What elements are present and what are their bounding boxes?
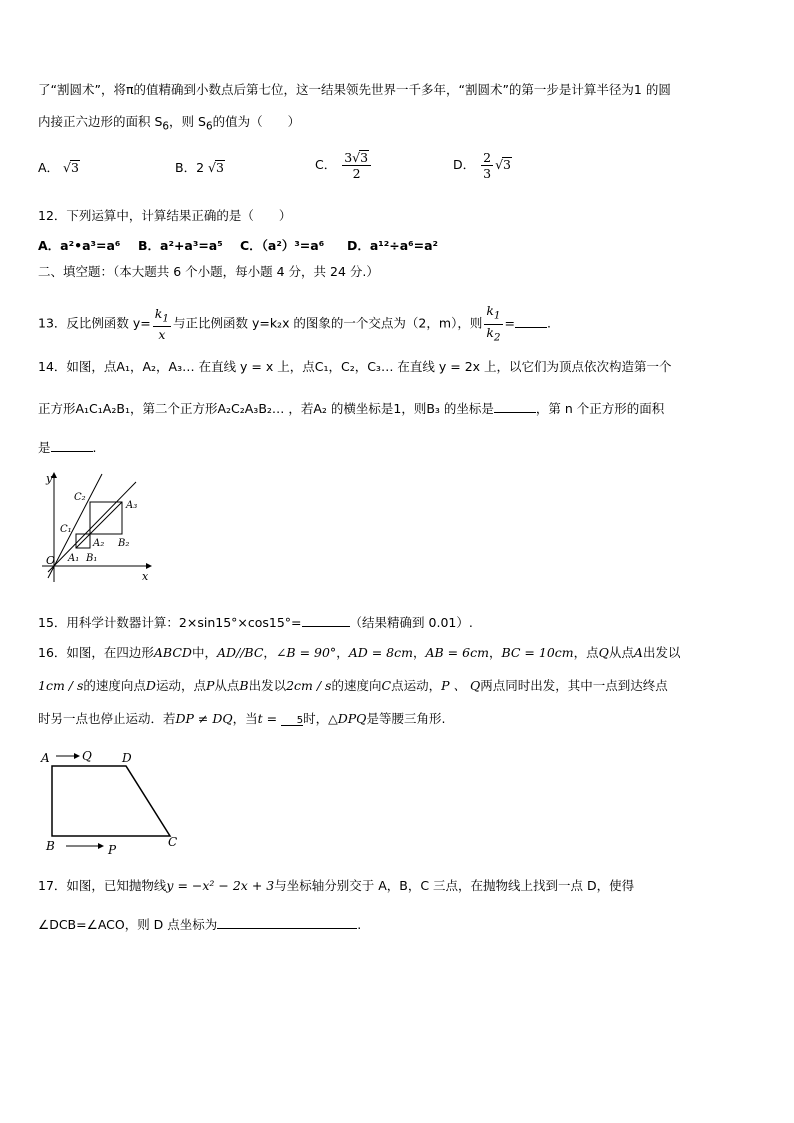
- q11-sub6-b: 6: [205, 120, 213, 133]
- q15-text-a: 15．用科学计数器计算：2×sin15°×cos15°=: [38, 615, 302, 630]
- q16-triangle: △DPQ: [328, 711, 367, 726]
- q16-line2: [38, 676, 756, 696]
- q16-text: 的速度向: [331, 678, 382, 693]
- q14-line2-text-b: ，第 n 个正方形的面积: [535, 401, 665, 416]
- q16-text: 出发以: [248, 678, 287, 693]
- q16-figure: [38, 746, 188, 858]
- q16-sep: ，: [488, 645, 502, 660]
- q16-sep: ，: [412, 645, 426, 660]
- arrow-q-head: [74, 753, 80, 759]
- arrow-p-head: [98, 843, 104, 849]
- q11-option-c-radicand: 3: [360, 150, 369, 165]
- q11-option-d: [453, 150, 512, 181]
- q11-option-a-label: A．: [38, 160, 60, 175]
- q16-text: 点运动，: [391, 678, 442, 693]
- q11-line2-text-c: 的值为（ ）: [212, 114, 301, 129]
- q16-text: 从点: [214, 678, 240, 693]
- q11-sub6: 6: [162, 120, 170, 133]
- q16-sep: ，: [263, 645, 276, 660]
- q16-P: P: [205, 678, 215, 693]
- label-C1: C₁: [60, 524, 72, 535]
- q13-k1b: k: [486, 303, 494, 318]
- q11-option-d-num: 2: [483, 150, 492, 165]
- label-y: y: [46, 472, 53, 485]
- q11-option-c-label: C．: [315, 157, 337, 172]
- q16-line1: [38, 643, 756, 663]
- label-A1: A₁: [68, 553, 80, 564]
- sqrt-symbol: √3: [208, 160, 224, 175]
- q13-answer-blank[interactable]: [515, 313, 547, 328]
- q16-C: C: [381, 678, 392, 693]
- q17-equation: y = −x² − 2x + 3: [166, 878, 275, 893]
- q13-text-a: 13．反比例函数 y=: [38, 315, 151, 331]
- label-x: x: [142, 570, 149, 583]
- q14-line3-text-b: .: [92, 440, 97, 455]
- q16-speed-q: 1cm / s: [38, 678, 84, 693]
- q17-text: .: [357, 917, 362, 932]
- q14-figure: [38, 468, 156, 586]
- q16-B: B: [239, 678, 249, 693]
- q13: [38, 303, 756, 345]
- quadrilateral-abcd: [52, 766, 170, 836]
- label-B: B: [46, 839, 55, 853]
- x-axis-arrow: [146, 563, 152, 569]
- q12-option-c: C．（a²）³=a⁶: [240, 238, 325, 253]
- q14-line3-text-a: 是: [38, 440, 51, 455]
- q11-option-a: [38, 158, 80, 178]
- q16-speed-p: 2cm / s: [286, 678, 332, 693]
- q16-line3: [38, 709, 756, 729]
- q11-option-c-fraction: $\frac{3√3}{2}$: [342, 150, 371, 181]
- q13-k1-sub: 1: [162, 312, 169, 325]
- q16-PQ: P 、 Q: [441, 678, 481, 693]
- q16-cond-bc: BC = 10cm: [501, 645, 574, 660]
- q12-option-b: B．a²+a³=a⁵: [138, 238, 223, 253]
- label-A: A: [41, 751, 50, 765]
- sqrt-symbol: √3: [495, 157, 511, 172]
- q13-text-c: =: [504, 315, 516, 331]
- q16-A: A: [633, 645, 643, 660]
- q15-text-b: （结果精确到 0.01）.: [349, 615, 473, 630]
- label-B1: B₁: [86, 553, 98, 564]
- label-P: P: [108, 843, 117, 857]
- q16-Q: Q: [598, 645, 609, 660]
- q13-k1: k: [154, 305, 163, 321]
- q17-text: 17．如图，已知抛物线: [38, 878, 167, 893]
- label-C: C: [168, 835, 178, 849]
- q16-text: 16．如图，在四边形: [38, 645, 154, 660]
- q17-answer-blank[interactable]: [217, 914, 357, 929]
- q13-k1b-sub: 1: [493, 309, 501, 322]
- q16-abcd: ABCD: [153, 645, 192, 660]
- q14-line2-text-a: 正方形A₁C₁A₂B₁，第二个正方形A₂C₂A₃B₂… ，若A₂ 的横坐标是1，则B₃ 的坐标是: [38, 401, 494, 416]
- q11-option-d-fraction: [481, 150, 493, 181]
- q11-line2: [38, 112, 756, 137]
- q13-fraction-k1-k2: [484, 303, 502, 345]
- label-A2: A₂: [93, 538, 105, 549]
- q15-answer-blank[interactable]: [302, 612, 350, 627]
- q17-line2: [38, 914, 756, 935]
- q16-answer: 5: [296, 715, 304, 726]
- q16-answer-blank[interactable]: [281, 711, 303, 726]
- q17-text: 与坐标轴分别交于 A，B，C 三点，在抛物线上找到一点 D，使得: [274, 878, 635, 893]
- q13-x: x: [158, 327, 166, 343]
- q16-text: 运动，点: [155, 678, 206, 693]
- square-2-diagonal: [90, 502, 122, 534]
- q11-option-b-label: B．2: [175, 160, 205, 175]
- q13-k2: k: [486, 324, 494, 340]
- q16-text: 是等腰三角形.: [366, 711, 446, 726]
- q17-line1: [38, 876, 756, 896]
- label-O: O: [46, 554, 56, 567]
- q14-line1: 14．如图，点A₁，A₂，A₃… 在直线 y = x 上，点C₁，C₂，C₃… 在直线 y = 2x 上，以它们为顶点依次构造第一个: [38, 359, 672, 374]
- q13-text-b: 与正比例函数 y=k₂x 的图象的一个交点为（2，m），则: [172, 315, 483, 331]
- label-A3: A₃: [126, 500, 138, 511]
- q14-answer-blank-1[interactable]: [494, 398, 536, 413]
- q15: [38, 612, 756, 633]
- sqrt-symbol: √3: [63, 160, 79, 175]
- q13-k2-sub: 2: [493, 331, 501, 343]
- q14-answer-blank-2[interactable]: [51, 437, 93, 452]
- q11-option-d-den: 3: [483, 166, 492, 181]
- q16-t: t =: [257, 711, 278, 726]
- q11-option-d-radicand: 3: [503, 157, 511, 172]
- q16-cond-angle: ∠B = 90°: [275, 645, 337, 660]
- q16-cond-ad: AD = 8cm: [348, 645, 413, 660]
- q16-D: D: [145, 678, 156, 693]
- q11-line2-text: 内接正六边形的面积 S: [38, 114, 163, 129]
- q16-text: 时，: [303, 711, 329, 726]
- q16-text: 出发以: [642, 645, 681, 660]
- q13-fraction-k1-x: [153, 306, 171, 343]
- q16-text: 的速度向点: [83, 678, 146, 693]
- q16-cond-dp-dq: DP ≠ DQ: [175, 711, 233, 726]
- label-Q: Q: [82, 749, 92, 763]
- section-heading: 二、填空题：（本大题共 6 个小题，每小题 4 分，共 24 分.）: [38, 264, 379, 279]
- q11-option-b-radicand: 3: [215, 160, 224, 175]
- q16-text: 从点: [608, 645, 634, 660]
- q14-line3: [38, 437, 756, 458]
- q12-option-a: A．a²•a³=a⁶: [38, 238, 121, 253]
- q11-option-c-den: 2: [352, 166, 361, 181]
- q14-line2: [38, 398, 756, 419]
- q16-cond-ab: AB = 6cm: [425, 645, 489, 660]
- q11-option-b: [175, 158, 225, 178]
- q11-option-c: [315, 150, 373, 181]
- q16-text: ，当: [232, 711, 258, 726]
- q16-text: ，点: [573, 645, 599, 660]
- q16-sep: ，: [336, 645, 349, 660]
- q11-option-d-label: D．: [453, 157, 476, 172]
- q16-cond-parallel: AD//BC: [216, 645, 264, 660]
- q17-text: ∠DCB=∠ACO，则 D 点坐标为: [38, 917, 218, 932]
- q13-text-d: .: [547, 315, 551, 331]
- q11-option-c-coef: 3: [344, 150, 353, 165]
- q11-line2-text-b: ，则 S: [169, 114, 206, 129]
- q12-option-d: D．a¹²÷a⁶=a²: [347, 238, 439, 253]
- q16-text: 时另一点也停止运动．若: [38, 711, 176, 726]
- label-C2: C₂: [74, 492, 86, 503]
- q11-option-a-radicand: 3: [71, 160, 79, 175]
- q12-stem: 12．下列运算中，计算结果正确的是（ ）: [38, 208, 292, 223]
- q16-text: 中，: [191, 645, 217, 660]
- label-B2: B₂: [118, 538, 130, 549]
- q16-text: 两点同时出发，其中一点到达终点: [480, 678, 668, 693]
- q11-line1: 了“割圆术”，将π的值精确到小数点后第七位，这一结果领先世界一千多年，“割圆术”的第一步是计算半径为1 的圆: [38, 82, 671, 97]
- label-D: D: [122, 751, 132, 765]
